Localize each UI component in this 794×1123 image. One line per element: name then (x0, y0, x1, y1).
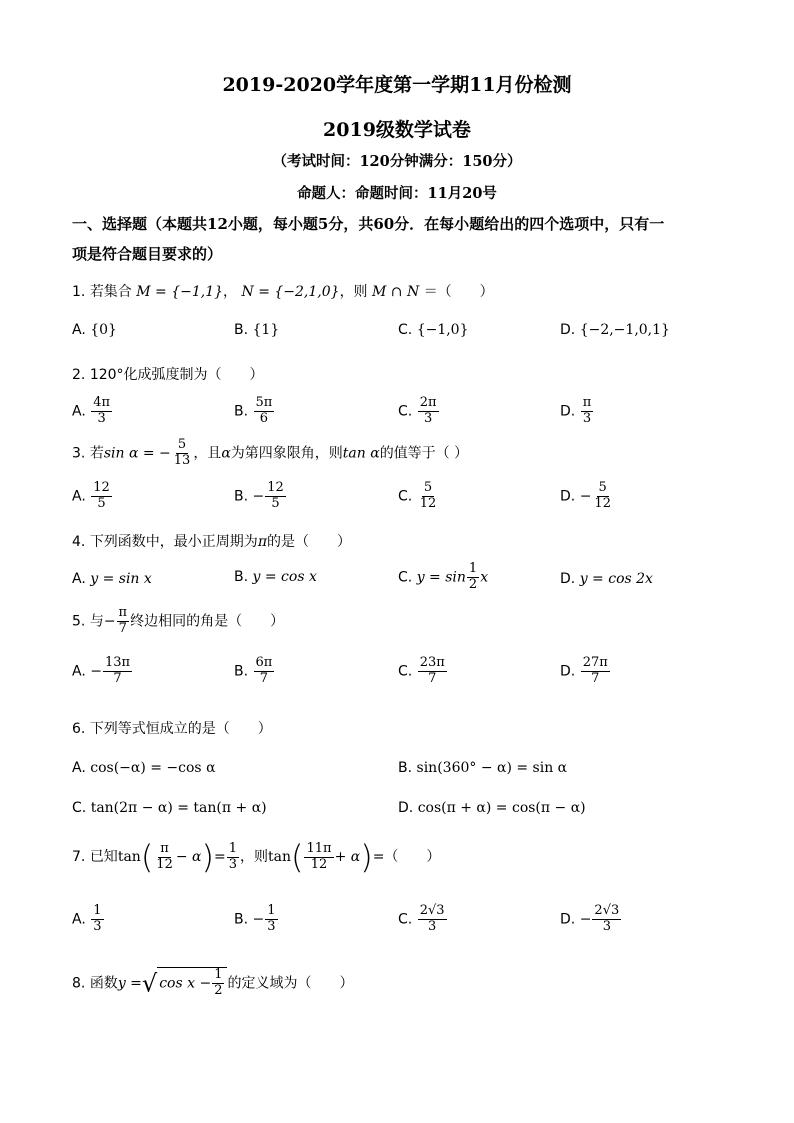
option-label: C. (398, 663, 413, 680)
option-fraction: $\frac{5}{12}$ (594, 480, 611, 511)
section-heading-line2: 项是符合题目要求的） (72, 245, 223, 263)
question-number: 6. (72, 721, 86, 737)
option-value: {−2,−1,0,1} (579, 322, 670, 338)
q6-option-b[interactable] (398, 760, 567, 776)
option-fraction: $\frac{12}{5}$ (93, 480, 110, 511)
option-label: B. (234, 403, 249, 420)
section-heading-line1: 一、选择题（本题共12小题，每小题5分，共60分．在每小题给出的四个选项中，只有一 (72, 215, 665, 233)
option-fraction: $\frac{2√3}{3}$ (594, 903, 620, 934)
fraction: $\frac{5}{13}$ (173, 437, 191, 468)
q2-option-a[interactable] (72, 396, 113, 427)
q5-option-d[interactable] (560, 656, 611, 687)
option-label: C. (398, 911, 413, 928)
option-label: D. (560, 403, 576, 420)
option-value: y = cos x (252, 569, 317, 585)
option-value: {1} (252, 322, 280, 338)
tan-expr: tan α (342, 445, 380, 462)
question-text: 120°化成弧度制为（ ） (89, 367, 264, 383)
option-fraction: $\frac{13\pi}{7}$ (104, 655, 131, 686)
q2-option-d[interactable] (560, 396, 594, 427)
q2-option-b[interactable] (234, 396, 275, 427)
fraction: $\frac{11\pi}{12}$ (306, 840, 332, 872)
option-label: B. (234, 488, 249, 505)
option-value: sin(360° − α) = sin α (416, 760, 568, 776)
option-label: B. (234, 663, 249, 680)
question-2 (72, 364, 264, 384)
question-text: 为第四象限角，则 (230, 445, 343, 462)
option-label: C. (398, 488, 413, 505)
option-label: C. (398, 322, 413, 338)
alpha-symbol: α (221, 445, 231, 462)
q5-option-a[interactable]: A. − $\frac{13\pi}{7}$ (72, 655, 131, 686)
q2-option-c[interactable] (398, 396, 440, 427)
question-text: ，且 (193, 445, 222, 462)
fraction: $\frac{\pi}{7}$ (118, 605, 128, 636)
q6-option-d[interactable] (398, 800, 586, 816)
option-fraction: $\frac{1}{3}$ (93, 903, 102, 934)
q4-option-a[interactable] (72, 571, 152, 587)
option-label: B. (234, 569, 249, 585)
q3-option-b[interactable]: B. − $\frac{12}{5}$ (234, 480, 284, 511)
q4-option-d[interactable] (560, 571, 653, 587)
question-7: 7. 已知tan( $\frac{\pi}{12}$ − α)= $\frac{1}{3}$ ，则tan( $\frac{11\pi}{12}$ + α)=（ ） (72, 838, 441, 876)
option-label: B. (234, 322, 249, 338)
q3-option-a[interactable] (72, 481, 113, 512)
answer-blank: 的定义域为（ ） (227, 975, 354, 992)
option-label: A. (72, 760, 86, 776)
option-label: A. (72, 403, 86, 420)
option-label: A. (72, 911, 86, 928)
question-text: ，则 (239, 849, 268, 865)
q7-option-b[interactable]: B. − $\frac{1}{3}$ (234, 903, 276, 934)
question-6 (72, 718, 272, 738)
option-fraction: $\frac{2√3}{3}$ (419, 903, 445, 934)
separator: ， (223, 284, 238, 300)
q6-option-c[interactable] (72, 800, 267, 816)
radicand: cos x − $\frac{1}{2}$ (157, 967, 227, 999)
question-8: 8. 函数y =√ cos x − $\frac{1}{2}$ 的定义域为（ ） (72, 967, 354, 998)
q1-option-c[interactable] (398, 322, 469, 338)
option-value: tan(2π − α) = tan(π + α) (90, 800, 267, 816)
question-4 (72, 531, 351, 551)
question-text: 下列等式恒成立的是（ ） (89, 721, 272, 737)
question-number: 3. (72, 445, 86, 462)
answer-blank: =（ ） (372, 849, 441, 865)
exam-subtitle: 2019级数学试卷 (323, 119, 471, 141)
q7-option-c[interactable] (398, 904, 448, 935)
q3-option-d[interactable]: D. − $\frac{5}{12}$ (560, 480, 611, 511)
fraction: $\frac{1}{3}$ (228, 840, 237, 872)
question-text: 若集合 (89, 284, 132, 300)
option-label: C. (398, 403, 413, 420)
set-n: N = {−2,1,0} (241, 284, 340, 300)
option-label: B. (234, 911, 249, 928)
option-fraction: $\frac{5\pi}{6}$ (255, 395, 273, 426)
question-number: 7. (72, 849, 86, 865)
set-m: M = {−1,1} (136, 284, 224, 300)
q1-option-d[interactable] (560, 322, 670, 338)
question-number: 8. (72, 975, 86, 992)
question-number: 5. (72, 613, 86, 630)
option-fraction: $\frac{\pi}{3}$ (582, 395, 592, 426)
q7-option-d[interactable]: D. − $\frac{2√3}{3}$ (560, 903, 620, 934)
answer-blank: 的值等于（ ） (379, 445, 469, 462)
option-fraction: $\frac{23\pi}{7}$ (419, 655, 445, 686)
author-line: 命题人：命题时间：11月20号 (297, 185, 497, 202)
question-number: 2. (72, 367, 86, 383)
option-fraction: $\frac{4\pi}{3}$ (93, 395, 111, 426)
question-number: 4. (72, 534, 86, 550)
q4-option-b[interactable] (234, 569, 317, 585)
question-text: 已知 (89, 849, 118, 865)
option-label: A. (72, 488, 86, 505)
option-fraction: $\frac{6\pi}{7}$ (255, 655, 273, 686)
intersection-expr: M ∩ N (372, 284, 420, 300)
option-value: cos(−α) = −cos α (90, 760, 216, 776)
answer-blank: ＝（ ） (423, 284, 494, 300)
option-label: D. (560, 911, 576, 928)
sin-expr: sin α = − (103, 445, 171, 462)
pi-symbol: π (257, 534, 268, 550)
q7-option-a[interactable] (72, 904, 105, 935)
option-label: A. (72, 322, 86, 338)
option-label: A. (72, 663, 86, 680)
answer-blank: 的是（ ） (267, 534, 352, 550)
option-fraction: $\frac{12}{5}$ (267, 480, 284, 511)
question-5: 5. 与− $\frac{\pi}{7}$ 终边相同的角是（ ） (72, 605, 285, 636)
q3-option-c[interactable] (398, 481, 439, 512)
exam-title: 2019-2020学年度第一学期11月份检测 (222, 74, 572, 96)
option-label: D. (560, 663, 576, 680)
question-text: ，则 (339, 284, 368, 300)
option-value: y = cos 2x (579, 571, 653, 587)
q1-option-b[interactable] (234, 322, 279, 338)
q5-option-c[interactable] (398, 656, 448, 687)
option-label: D. (560, 571, 576, 587)
option-fraction: $\frac{2\pi}{3}$ (419, 395, 437, 426)
question-3 (72, 438, 468, 469)
exam-info: （考试时间：120分钟满分：150分） (272, 153, 522, 170)
question-text: 函数 (89, 975, 118, 992)
option-label: A. (72, 571, 86, 587)
option-label: D. (398, 800, 414, 816)
question-1 (72, 281, 494, 301)
option-label: B. (398, 760, 413, 776)
q5-option-b[interactable] (234, 656, 275, 687)
option-label: D. (560, 322, 576, 338)
question-number: 1. (72, 284, 86, 300)
q1-option-a[interactable] (72, 322, 117, 338)
option-label: D. (560, 488, 576, 505)
answer-blank: 终边相同的角是（ ） (130, 613, 285, 630)
option-fraction: $\frac{1}{2}$ (468, 561, 478, 592)
option-fraction: $\frac{1}{3}$ (267, 903, 276, 934)
fraction: $\frac{\pi}{12}$ (156, 840, 173, 872)
question-text: 下列函数中，最小正周期为 (89, 534, 258, 550)
q4-option-c[interactable]: C. y = sin $\frac{1}{2}$ x (398, 561, 489, 592)
option-fraction: $\frac{5}{12}$ (419, 480, 437, 511)
option-value: cos(π + α) = cos(π − α) (417, 800, 586, 816)
sqrt-sign: √ (141, 969, 158, 998)
option-label: C. (398, 569, 413, 586)
question-text: 若 (89, 445, 104, 462)
option-value: {−1,0} (416, 322, 469, 338)
q6-option-a[interactable] (72, 760, 216, 776)
question-text: 与 (89, 613, 104, 630)
option-value: {0} (90, 322, 117, 338)
fraction: $\frac{1}{2}$ (214, 967, 223, 998)
option-fraction: $\frac{27\pi}{7}$ (582, 655, 608, 686)
option-value: y = sin x (90, 571, 152, 587)
option-label: C. (72, 800, 87, 816)
